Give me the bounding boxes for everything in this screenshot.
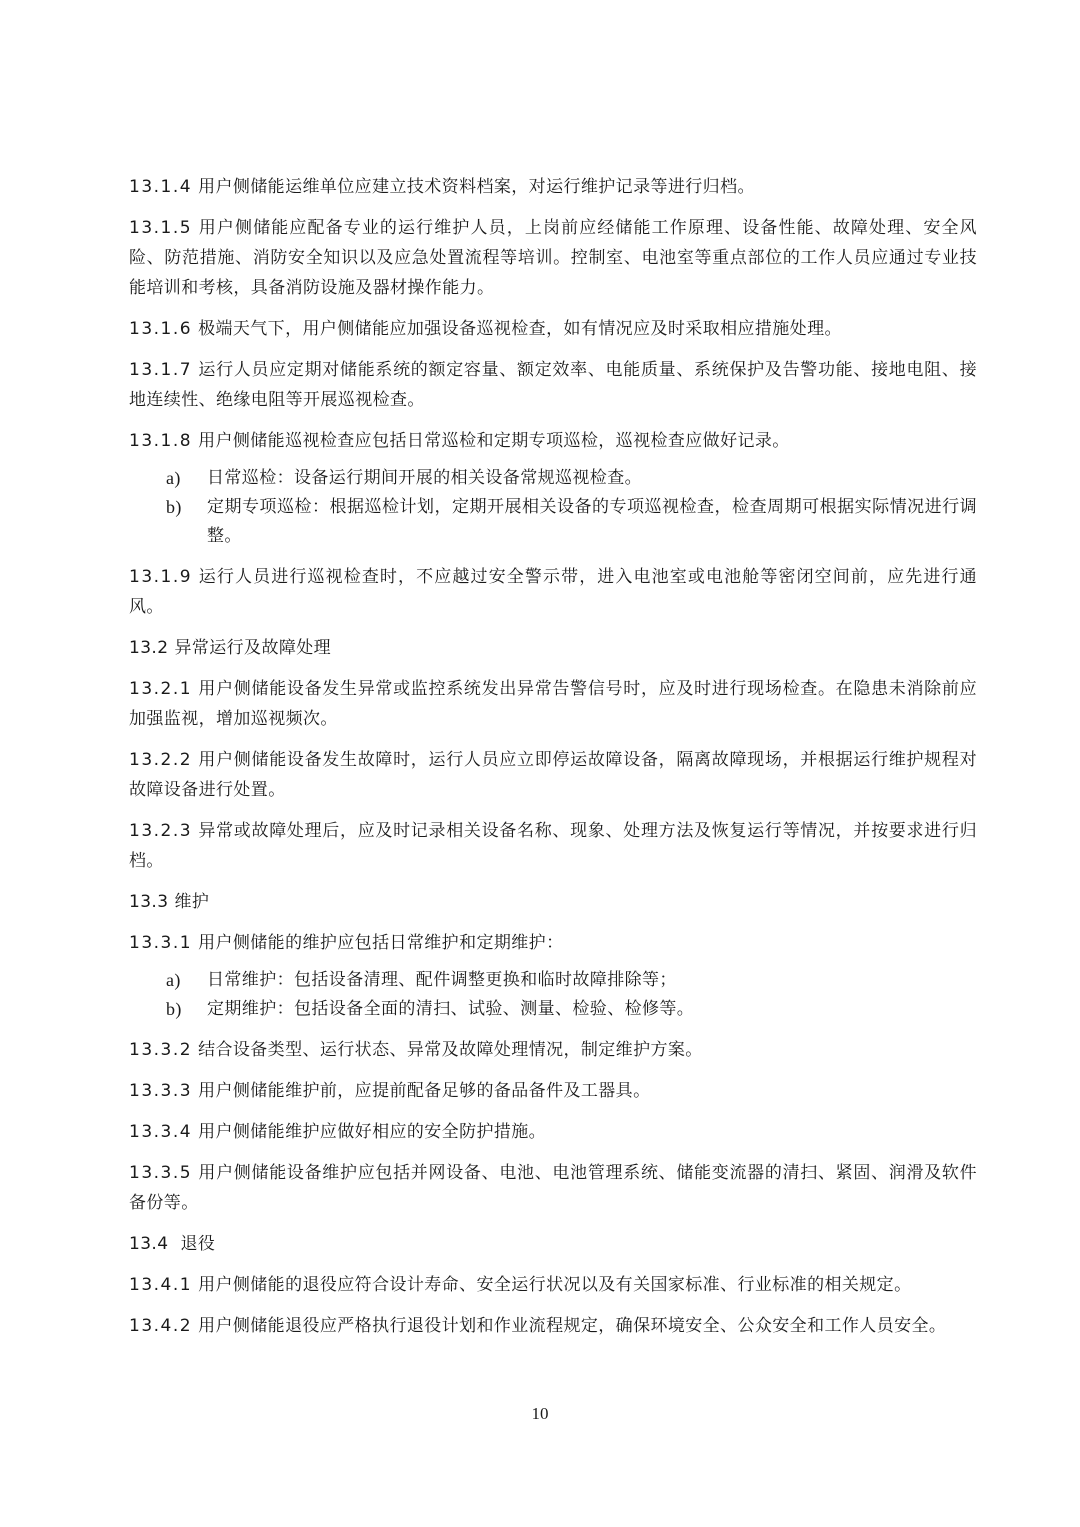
section-number: 13.3	[129, 892, 169, 912]
clause-13-1-8	[129, 426, 977, 456]
page-number: 10	[531, 1404, 549, 1423]
list-item-periodic-maintenance	[129, 995, 977, 1024]
list-item-text: 日常维护：包括设备清理、配件调整更换和临时故障排除等；	[207, 970, 677, 990]
clause-13-1-5	[129, 213, 977, 303]
clause-13-3-1	[129, 928, 977, 958]
clause-text: 异常或故障处理后，应及时记录相关设备名称、现象、处理方法及恢复运行等情况，并按要求进行归档。	[129, 821, 977, 871]
clause-number: 13.1.4	[129, 177, 193, 197]
clause-text: 用户侧储能维护应做好相应的安全防护措施。	[198, 1122, 547, 1142]
clause-13-3-2	[129, 1035, 977, 1065]
clause-number: 13.1.8	[129, 431, 193, 451]
clause-number: 13.2.3	[129, 821, 193, 841]
clause-13-2-3	[129, 816, 977, 876]
clause-number: 13.3.2	[129, 1040, 193, 1060]
list-item-daily-maintenance	[129, 966, 977, 995]
clause-text: 用户侧储能退役应严格执行退役计划和作业流程规定，确保环境安全、公众安全和工作人员安全。	[198, 1316, 947, 1336]
list-item-text: 定期维护：包括设备全面的清扫、试验、测量、检验、检修等。	[207, 999, 695, 1019]
clause-13-3-4	[129, 1117, 977, 1147]
clause-13-4-2	[129, 1311, 977, 1341]
clause-13-1-9	[129, 562, 977, 622]
clause-13-3-3	[129, 1076, 977, 1106]
clause-text: 用户侧储能设备发生异常或监控系统发出异常告警信号时，应及时进行现场检查。在隐患未消除前应加强监视，增加巡视频次。	[129, 679, 977, 729]
clause-text: 运行人员进行巡视检查时，不应越过安全警示带，进入电池室或电池舱等密闭空间前，应先进行通风。	[129, 567, 977, 617]
section-heading-13-2	[129, 633, 977, 663]
clause-text: 结合设备类型、运行状态、异常及故障处理情况，制定维护方案。	[198, 1040, 703, 1060]
clause-text: 用户侧储能巡视检查应包括日常巡检和定期专项巡检，巡视检查应做好记录。	[198, 431, 790, 451]
document-body	[129, 172, 977, 1352]
list-item-daily-inspection	[129, 464, 977, 493]
clause-13-2-2	[129, 745, 977, 805]
clause-number: 13.3.4	[129, 1122, 193, 1142]
clause-13-1-7	[129, 355, 977, 415]
clause-text: 用户侧储能应配备专业的运行维护人员，上岗前应经储能工作原理、设备性能、故障处理、安全风险、防范措施、消防安全知识以及应急处置流程等培训。控制室、电池室等重点部位的工作人员应通过专业技能培训和考核，具备消防设施及器材操作能力。	[129, 218, 977, 298]
clause-text: 用户侧储能运维单位应建立技术资料档案，对运行维护记录等进行归档。	[198, 177, 755, 197]
clause-number: 13.1.5	[129, 218, 193, 238]
section-title: 异常运行及故障处理	[174, 638, 332, 658]
section-title: 维护	[174, 892, 210, 912]
section-number: 13.2	[129, 638, 169, 658]
clause-text: 用户侧储能维护前，应提前配备足够的备品备件及工器具。	[198, 1081, 651, 1101]
clause-13-4-1	[129, 1270, 977, 1300]
clause-text: 用户侧储能的维护应包括日常维护和定期维护：	[198, 933, 564, 953]
list-marker: a)	[166, 468, 181, 488]
list-marker: b)	[166, 999, 182, 1019]
list-item-periodic-inspection	[129, 493, 977, 551]
clause-number: 13.2.2	[129, 750, 193, 770]
clause-number: 13.1.9	[129, 567, 193, 587]
inspection-type-list	[129, 464, 977, 551]
section-heading-13-4	[129, 1229, 977, 1259]
clause-number: 13.3.1	[129, 933, 193, 953]
clause-13-1-4	[129, 172, 977, 202]
section-title: 退役	[180, 1234, 216, 1254]
clause-number: 13.1.6	[129, 319, 193, 339]
clause-text: 用户侧储能设备发生故障时，运行人员应立即停运故障设备，隔离故障现场，并根据运行维护规程对故障设备进行处置。	[129, 750, 977, 800]
section-heading-13-3	[129, 887, 977, 917]
clause-number: 13.3.5	[129, 1163, 193, 1183]
clause-number: 13.4.1	[129, 1275, 193, 1295]
list-item-text: 日常巡检：设备运行期间开展的相关设备常规巡视检查。	[207, 468, 642, 488]
clause-text: 用户侧储能的退役应符合设计寿命、安全运行状况以及有关国家标准、行业标准的相关规定。	[198, 1275, 912, 1295]
list-marker: a)	[166, 970, 181, 990]
maintenance-type-list	[129, 966, 977, 1024]
clause-text: 极端天气下，用户侧储能应加强设备巡视检查，如有情况应及时采取相应措施处理。	[198, 319, 842, 339]
clause-text: 运行人员应定期对储能系统的额定容量、额定效率、电能质量、系统保护及告警功能、接地电阻、接地连续性、绝缘电阻等开展巡视检查。	[129, 360, 977, 410]
list-item-text: 定期专项巡检：根据巡检计划，定期开展相关设备的专项巡视检查，检查周期可根据实际情况进行调整。	[207, 497, 977, 546]
clause-13-2-1	[129, 674, 977, 734]
clause-number: 13.3.3	[129, 1081, 193, 1101]
clause-text: 用户侧储能设备维护应包括并网设备、电池、电池管理系统、储能变流器的清扫、紧固、润滑及软件备份等。	[129, 1163, 977, 1213]
clause-13-1-6	[129, 314, 977, 344]
list-marker: b)	[166, 497, 182, 517]
clause-number: 13.4.2	[129, 1316, 193, 1336]
clause-number: 13.2.1	[129, 679, 193, 699]
clause-13-3-5	[129, 1158, 977, 1218]
clause-number: 13.1.7	[129, 360, 193, 380]
section-number: 13.4	[129, 1234, 169, 1254]
